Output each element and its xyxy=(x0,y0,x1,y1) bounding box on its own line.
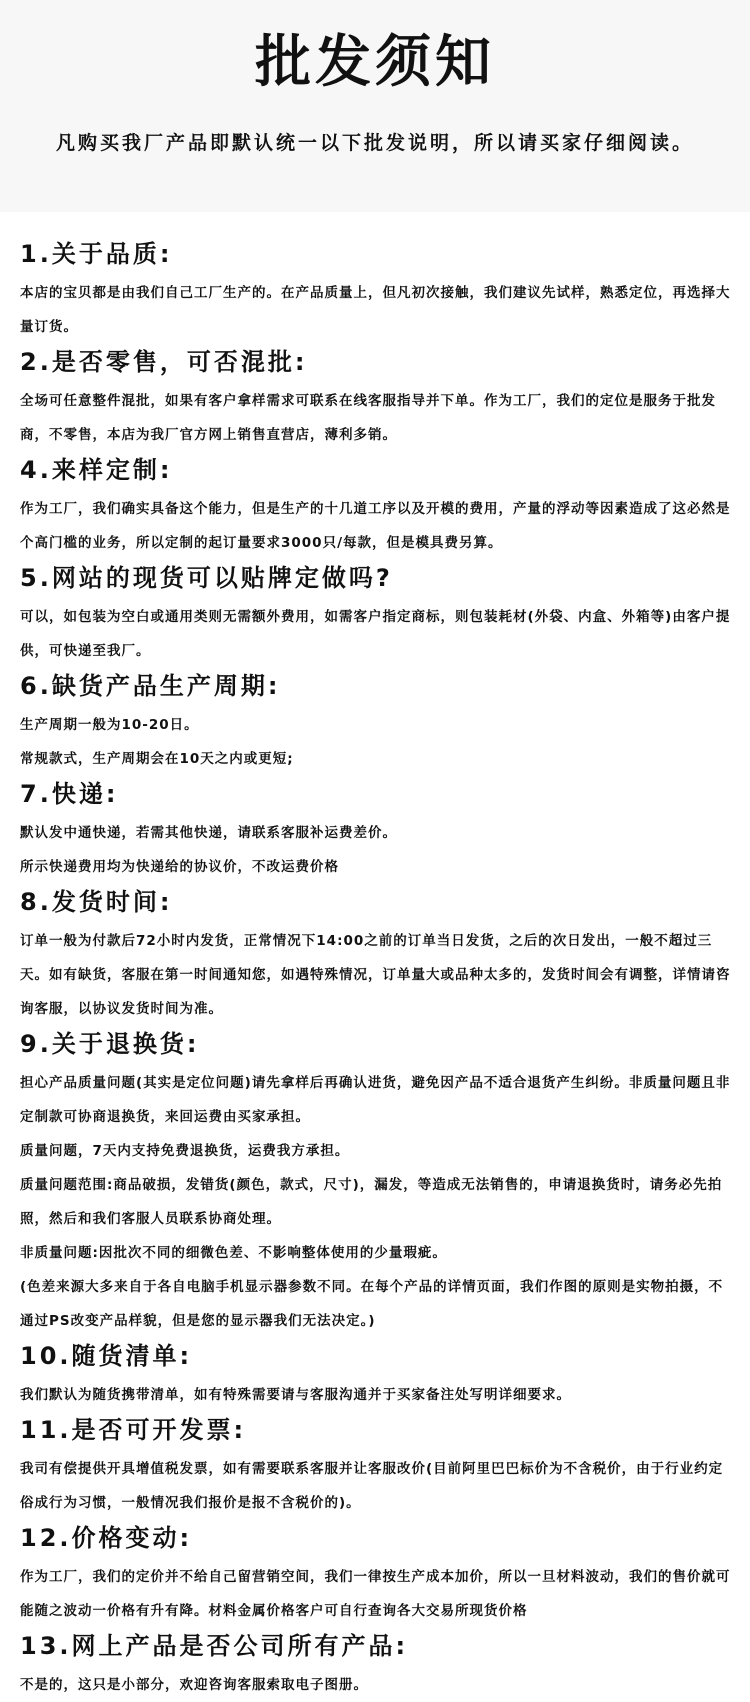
section-title: 4.来样定制: xyxy=(20,456,173,484)
section-paragraph: 作为工厂，我们确实具备这个能力，但是生产的十几道工序以及开模的费用，产量的浮动等因素造成了这必然是个高门槛的业务，所以定制的起订量要求3000只/每款，但是模具费另算。 xyxy=(20,501,731,551)
section-shipping-time xyxy=(20,886,734,1026)
notice-content xyxy=(0,212,750,1702)
section-title: 2.是否零售，可否混批: xyxy=(20,348,308,376)
section-paragraph: 生产周期一般为10-20日。 xyxy=(20,717,199,733)
section-paragraph: 常规款式，生产周期会在10天之内或更短; xyxy=(20,751,294,767)
section-title: 9.关于退换货: xyxy=(20,1030,200,1058)
section-title: 6.缺货产品生产周期: xyxy=(20,672,281,700)
section-title: 5.网站的现货可以贴牌定做吗? xyxy=(20,564,393,592)
section-paragraph: (色差来源大多来自于各自电脑手机显示器参数不同。在每个产品的详情页面，我们作图的原则是实物拍摄，不通过PS改变产品样貌，但是您的显示器我们无法决定。) xyxy=(20,1279,724,1329)
section-packing-list xyxy=(20,1340,734,1412)
section-paragraph: 作为工厂，我们的定价并不给自己留营销空间，我们一律按生产成本加价，所以一旦材料波动，我们的售价就可能随之波动一价格有升有降。材料金属价格客户可自行查询各大交易所现货价格 xyxy=(20,1569,731,1619)
section-express xyxy=(20,778,734,884)
section-paragraph: 非质量问题:因批次不同的细微色差、不影响整体使用的少量瑕疵。 xyxy=(20,1245,447,1261)
section-paragraph: 可以，如包装为空白或通用类则无需额外费用，如需客户指定商标，则包装耗材(外袋、内盒、外箱等)由客户提供，可快递至我厂。 xyxy=(20,609,731,659)
section-title: 11.是否可开发票: xyxy=(20,1416,247,1444)
section-production-cycle xyxy=(20,670,734,776)
section-quality xyxy=(20,238,734,344)
section-paragraph: 我们默认为随货携带清单，如有特殊需要请与客服沟通并于买家备注处写明详细要求。 xyxy=(20,1387,571,1403)
section-price-change xyxy=(20,1522,734,1628)
section-title: 12.价格变动: xyxy=(20,1524,193,1552)
section-retail xyxy=(20,346,734,452)
section-title: 8.发货时间: xyxy=(20,888,173,916)
header xyxy=(0,0,750,212)
section-paragraph: 担心产品质量问题(其实是定位问题)请先拿样后再确认进货，避免因产品不适合退货产生纠纷。非质量问题且非定制款可协商退换货，来回运费由买家承担。 xyxy=(20,1075,731,1125)
section-oem xyxy=(20,562,734,668)
section-paragraph: 质量问题范围:商品破损，发错货(颜色，款式，尺寸)，漏发，等造成无法销售的，申请退换货时，请务必先拍照，然后和我们客服人员联系协商处理。 xyxy=(20,1177,723,1227)
section-paragraph: 不是的，这只是小部分，欢迎咨询客服索取电子图册。 xyxy=(20,1677,368,1693)
section-paragraph: 我司有偿提供开具增值税发票，如有需要联系客服并让客服改价(目前阿里巴巴标价为不含税价，由于行业约定俗成行为习惯，一般情况我们报价是报不含税价的)。 xyxy=(20,1461,724,1511)
section-paragraph: 所示快递费用均为快递给的协议价，不改运费价格 xyxy=(20,859,339,875)
section-paragraph: 默认发中通快递，若需其他快递，请联系客服补运费差价。 xyxy=(20,825,397,841)
section-paragraph: 本店的宝贝都是由我们自己工厂生产的。在产品质量上，但凡初次接触，我们建议先试样，熟悉定位，再选择大量订货。 xyxy=(20,285,731,335)
page-subtitle: 凡购买我厂产品即默认统一以下批发说明，所以请买家仔细阅读。 xyxy=(55,132,694,154)
section-invoice xyxy=(20,1414,734,1520)
section-title: 7.快递: xyxy=(20,780,119,808)
section-title: 10.随货清单: xyxy=(20,1342,193,1370)
section-custom xyxy=(20,454,734,560)
section-paragraph: 订单一般为付款后72小时内发货，正常情况下14:00之前的订单当日发货，之后的次日发出，一般不超过三天。如有缺货，客服在第一时间通知您，如遇特殊情况，订单量大或品种太多的，发货时间会有调整，详情请咨询客服，以协议发货时间为准。 xyxy=(20,933,731,1017)
section-paragraph: 质量问题，7天内支持免费退换货，运费我方承担。 xyxy=(20,1143,350,1159)
section-returns xyxy=(20,1028,734,1338)
section-paragraph: 全场可任意整件混批，如果有客户拿样需求可联系在线客服指导并下单。作为工厂，我们的定位是服务于批发商，不零售，本店为我厂官方网上销售直营店，薄利多销。 xyxy=(20,393,716,443)
section-online-products xyxy=(20,1630,734,1702)
section-title: 13.网上产品是否公司所有产品: xyxy=(20,1632,409,1660)
page-title: 批发须知 xyxy=(255,30,495,95)
section-title: 1.关于品质: xyxy=(20,240,173,268)
